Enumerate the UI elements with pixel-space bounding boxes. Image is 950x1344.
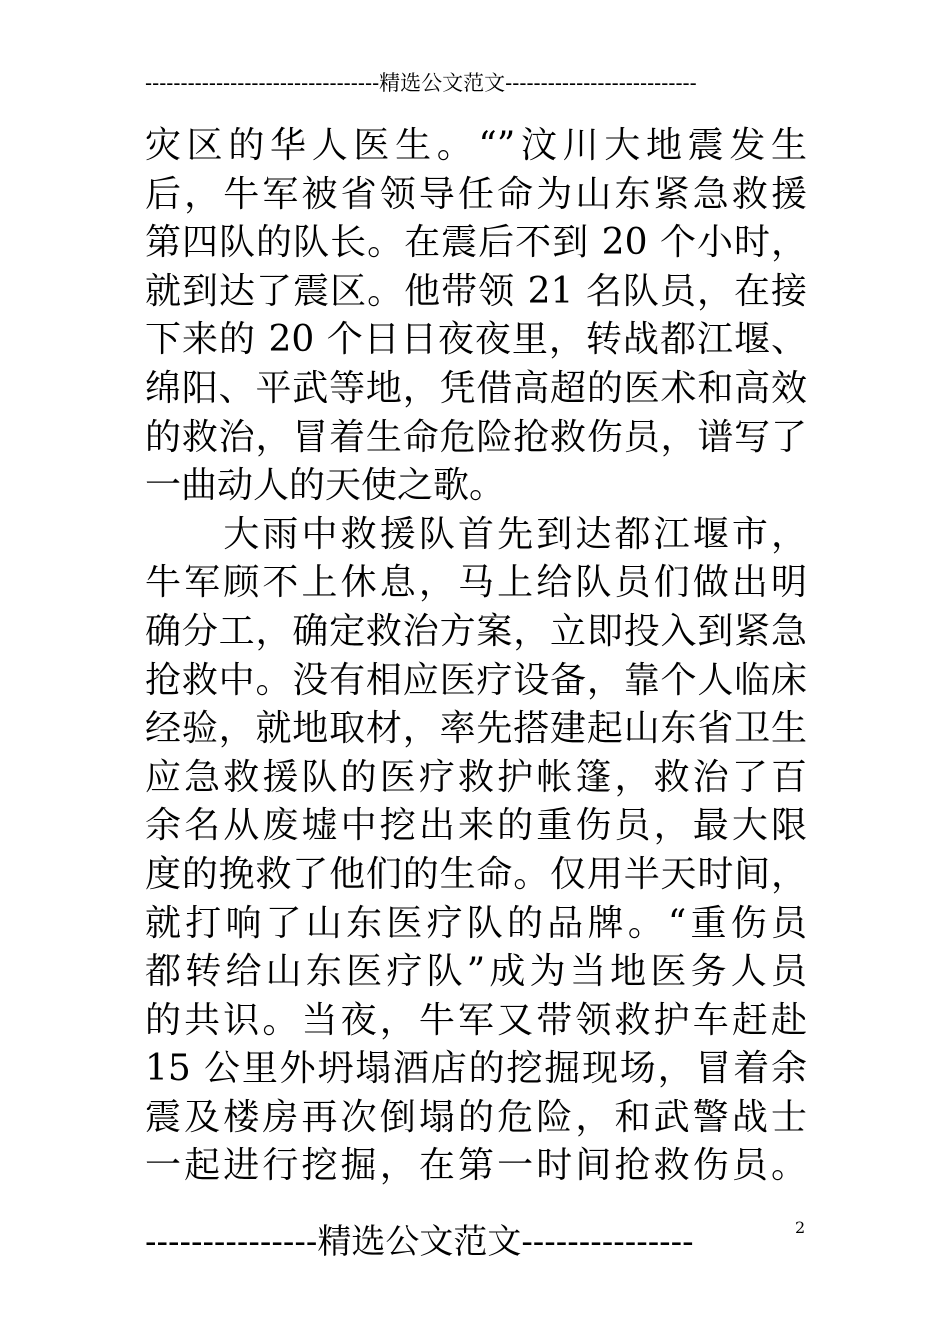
text-line: 灾区的华人医生。“”汶川大地震发生 — [145, 125, 807, 166]
text-line: 一起进行挖掘，在第一时间抢救伤员。 — [145, 1145, 807, 1187]
text-line: 后，牛军被省领导任命为山东紧急救援 — [145, 173, 807, 215]
text-line: 就到达了震区。他带领 21 名队员，在接 — [145, 270, 807, 312]
page-number: 2 — [795, 1218, 806, 1237]
text-line: 余名从废墟中挖出来的重伤员，最大限 — [145, 805, 807, 847]
text-line: 绵阳、平武等地，凭借高超的医术和高效 — [145, 367, 807, 409]
text-line: 确分工，确定救治方案，立即投入到紧急 — [145, 610, 807, 652]
body-text — [145, 122, 807, 1191]
text-line: 抢救中。没有相应医疗设备，靠个人临床 — [145, 659, 807, 701]
text-line: 经验，就地取材，率先搭建起山东省卫生 — [145, 708, 807, 750]
text-line: 都转给山东医疗队”成为当地医务人员 — [145, 951, 807, 993]
page-header: ---------------------------------精选公文范文--------------------------- — [145, 71, 697, 95]
text-line: 一曲动人的天使之歌。 — [145, 465, 506, 507]
text-line: 的共识。当夜，牛军又带领救护车赶赴 — [145, 999, 807, 1041]
text-line: 第四队的队长。在震后不到 20 个小时， — [145, 222, 807, 264]
text-line: 15 公里外坍塌酒店的挖掘现场，冒着余 — [145, 1048, 807, 1090]
text-line: 震及楼房再次倒塌的危险，和武警战士 — [145, 1096, 807, 1138]
page-footer: ---------------精选公文范文--------------- — [145, 1222, 694, 1262]
text-line: 度的挽救了他们的生命。仅用半天时间， — [145, 853, 807, 895]
text-line: 应急救援队的医疗救护帐篷，救治了百 — [145, 756, 807, 798]
text-line: 牛军顾不上休息，马上给队员们做出明 — [145, 562, 807, 604]
text-line: 下来的 20 个日日夜夜里，转战都江堰、 — [145, 319, 807, 361]
text-line: 的救治，冒着生命危险抢救伤员，谱写了 — [145, 416, 807, 458]
text-line: 就打响了山东医疗队的品牌。“重伤员 — [145, 902, 807, 944]
text-line: 大雨中救援队首先到达都江堰市， — [145, 513, 807, 555]
